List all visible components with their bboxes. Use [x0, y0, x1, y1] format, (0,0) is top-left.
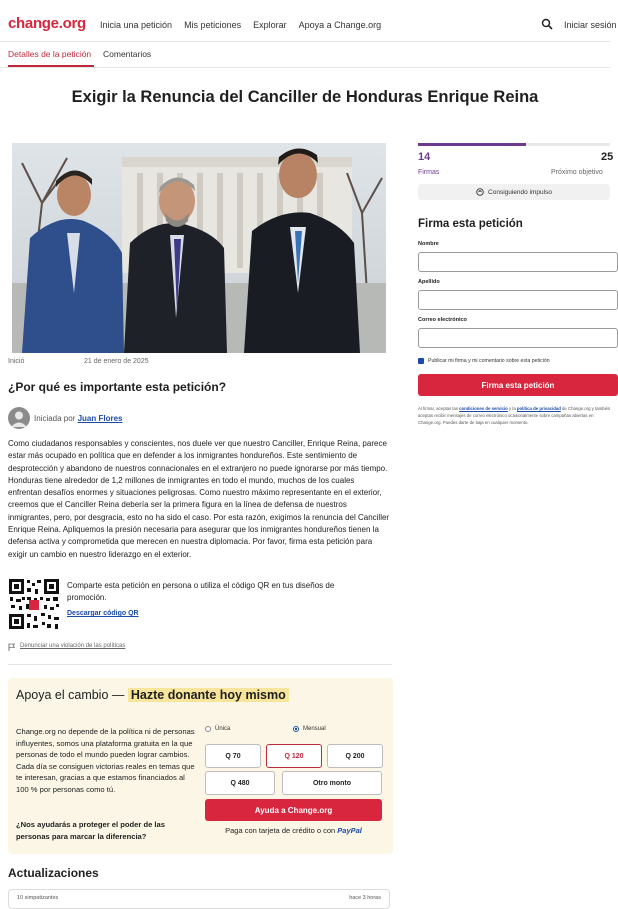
frequency-monthly-radio[interactable]	[293, 726, 326, 732]
nav-explore[interactable]: Explorar	[253, 20, 287, 30]
other-amount-button[interactable]: Otro monto	[282, 771, 382, 795]
update-time: hace 3 horas	[349, 895, 381, 901]
publish-checkbox[interactable]	[418, 358, 424, 364]
legal-text-2: y la	[509, 406, 516, 411]
author-link[interactable]: Juan Flores	[77, 414, 123, 423]
why-heading: ¿Por qué es importante esta petición?	[8, 380, 227, 394]
initiated-by	[34, 414, 123, 423]
top-navigation	[0, 8, 617, 42]
momentum-label: Consiguiendo impulso	[488, 188, 552, 196]
pay-prefix: Paga con tarjeta de crédito o con	[225, 826, 336, 835]
tab-details[interactable]: Detalles de la petición	[8, 49, 92, 59]
donate-title-prefix: Apoya el cambio —	[16, 688, 125, 702]
email-label: Correo electrónico	[418, 317, 467, 323]
author-avatar	[8, 407, 30, 429]
first-name-label: Nombre	[418, 241, 439, 247]
user-icon	[8, 407, 30, 429]
amount-option[interactable]: Q 200	[327, 744, 383, 768]
tab-comments[interactable]: Comentarios	[103, 49, 152, 59]
download-qr-link[interactable]: Descargar código QR	[67, 610, 139, 617]
nav-links	[100, 20, 381, 30]
signature-count: 14	[418, 151, 431, 163]
radio-selected-icon	[293, 726, 299, 732]
sign-heading: Firma esta petición	[418, 218, 523, 230]
payment-methods	[205, 826, 382, 835]
legal-text-1: Al firmar, aceptas las	[418, 406, 458, 411]
nav-support[interactable]: Apoya a Change.org	[298, 20, 382, 30]
qr-code-icon	[8, 578, 60, 630]
page-title: Exigir la Renuncia del Canciller de Honduras Enrique Reina	[71, 88, 539, 106]
update-card[interactable]	[8, 889, 390, 909]
donate-title	[16, 688, 289, 702]
momentum-badge	[418, 184, 610, 200]
login-link[interactable]: Iniciar sesión	[564, 20, 617, 30]
petition-body: Como ciudadanos responsables y conscientes, nos duele ver que nuestro Canciller, Enrique Reina, parece estar más ocupado en política que en defender a los inmigrantes hondureños. Este sentimiento de desprotección y abandono de nuestros connacionales en el extranjero no puede ignorarse por más tiempo. Honduras tiene alrededor de 1,2 millones de inmigrantes en todo el mundo, muchos de los cuales enfrentan desafíos enormes y situaciones peligrosas. Como nuestro máximo representante en el exterior, creemos que el Canciller Reina debería ser la primera figura en la línea de defensa de nuestros inmigrantes, pero, por desgracia, esto no ha sido el caso. Por esta razón, exigimos la renuncia del Canciller Enrique Reina. Apliquemos la presión necesaria para asegurar que los inmigrantes hondureños tienen la defensa activa y comprometida que merecen en nuestra diplomacia. Por favor, firma esta petición para exigir un cambio en nuestro liderazgo en el exterior.	[8, 439, 390, 559]
email-field[interactable]	[418, 328, 618, 348]
started-date: 21 de enero de 2025	[84, 358, 149, 365]
radio-unselected-icon	[205, 726, 211, 732]
change-org-logo[interactable]: change.org	[8, 15, 86, 32]
update-supporters: 10 simpatizantes	[17, 895, 59, 901]
amount-option[interactable]: Q 70	[205, 744, 261, 768]
donate-question: ¿Nos ayudarás a proteger el poder de las personas para marcar la diferencia?	[16, 820, 165, 841]
signature-progress-bar	[418, 143, 610, 146]
frequency-monthly-label: Mensual	[303, 726, 326, 732]
signature-count-label: Firmas	[418, 169, 440, 176]
flag-icon	[8, 643, 16, 651]
nav-start-petition[interactable]: Inicia una petición	[100, 20, 173, 30]
paypal-logo: PayPal	[337, 826, 362, 835]
qr-description: Comparte esta petición en persona o utiliza el código QR en tus diseños de promoción.	[67, 581, 335, 602]
signature-goal: 25	[601, 151, 614, 163]
donate-button[interactable]: Ayuda a Change.org	[205, 799, 382, 821]
frequency-once-label: Única	[215, 726, 231, 732]
nav-my-petitions[interactable]: Mis peticiones	[184, 20, 242, 30]
terms-link[interactable]: condiciones de servicio	[459, 406, 508, 411]
donate-description: Change.org no depende de la política ni de personas influyentes, somos una plataforma gratuita en la que personas de todo el mundo pueden lograr cambios. Cada día se consiguen victorias reales en temas que te interesan, gracias a que estamos financiados al 100 % por personas como tú.	[16, 727, 195, 794]
petition-tabs	[0, 42, 610, 68]
petition-photo	[12, 143, 386, 353]
publish-checkbox-label: Publicar mi firma y mi comentario sobre esta petición	[428, 358, 550, 364]
donate-title-highlight: Hazte donante hoy mismo	[128, 688, 289, 702]
momentum-icon	[476, 188, 484, 196]
amount-option[interactable]: Q 480	[205, 771, 275, 795]
legal-text-3: de Change.org y también aceptas recibir mensajes de correo electrónico ocasionalmente sobre campañas abiertas en Change.org. Puedes darte de baja en cualquier momento.	[418, 406, 611, 425]
last-name-field[interactable]	[418, 290, 618, 310]
started-label: Inició	[8, 358, 25, 365]
privacy-link[interactable]: política de privacidad	[516, 406, 561, 411]
first-name-field[interactable]	[418, 252, 618, 272]
updates-heading: Actualizaciones	[8, 866, 99, 880]
search-icon[interactable]	[541, 18, 553, 30]
amount-option-selected[interactable]: Q 120	[266, 744, 322, 768]
section-divider	[8, 664, 392, 665]
legal-notice	[418, 405, 614, 426]
donate-card	[8, 678, 393, 854]
report-link[interactable]: Denunciar una violación de las políticas	[20, 643, 126, 649]
sign-petition-button[interactable]: Firma esta petición	[418, 374, 618, 396]
active-tab-indicator	[8, 65, 94, 67]
frequency-once-radio[interactable]	[205, 726, 230, 732]
signature-progress-fill	[418, 143, 526, 146]
signature-goal-label: Próximo objetivo	[551, 169, 603, 176]
last-name-label: Apellido	[418, 279, 440, 285]
initiated-prefix: Iniciada por	[34, 414, 76, 423]
